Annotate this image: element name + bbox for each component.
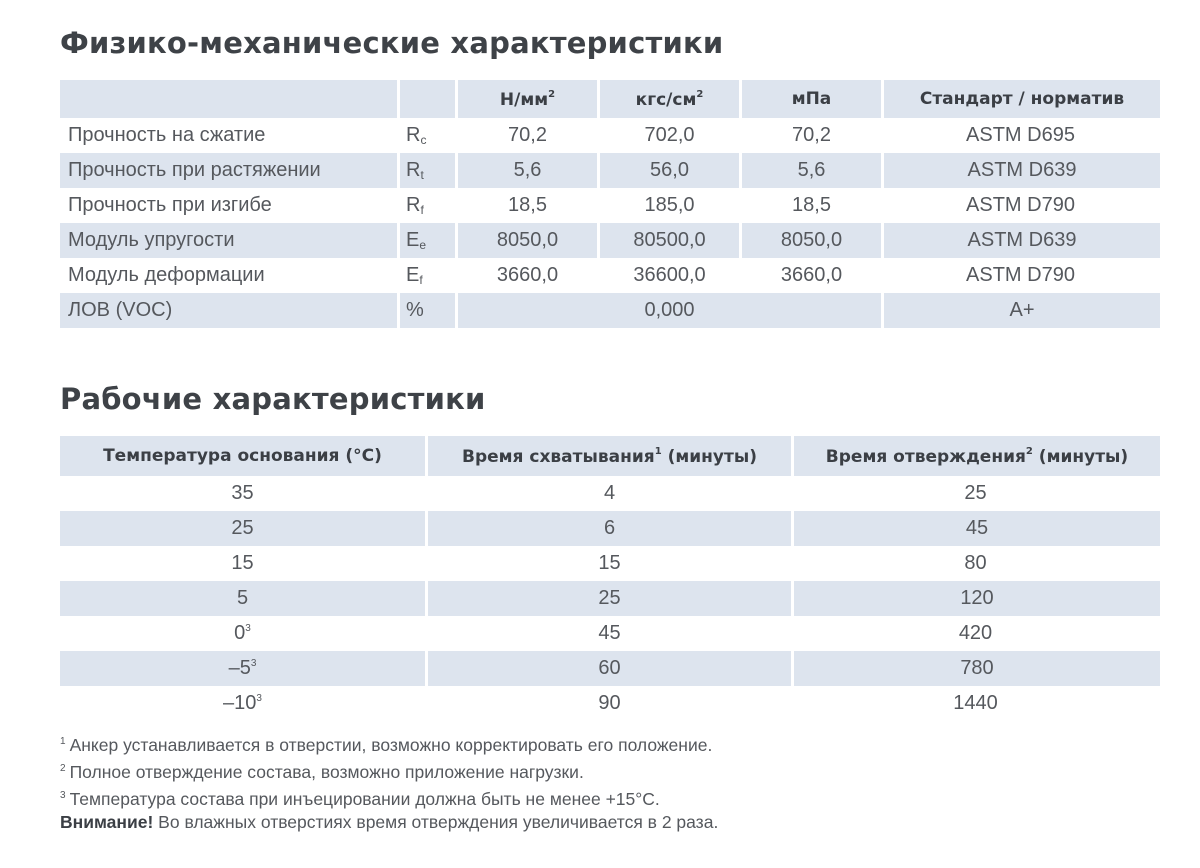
value-kgs-cm2: 185,0 xyxy=(644,194,695,216)
property-symbol: $E_e$ xyxy=(400,223,458,258)
property-name: Прочность при изгибе xyxy=(68,194,272,216)
standard: ASTM D790 xyxy=(966,194,1075,216)
curing-time: 780 xyxy=(794,651,1160,686)
substrate-temperature: 35 xyxy=(231,482,254,504)
curing-time: 25 xyxy=(964,482,987,504)
property-name: Модуль деформации xyxy=(68,264,265,286)
substrate-temperature: $0^3$ xyxy=(234,622,251,644)
table-row xyxy=(60,686,1160,721)
footnotes xyxy=(60,728,1160,836)
value-mpa: 18,5 xyxy=(792,194,831,216)
value-mpa: 70,2 xyxy=(792,124,831,146)
curing-time: 120 xyxy=(794,581,1160,616)
working-characteristics-table xyxy=(60,436,1160,721)
header-unit-n-mm2: $Н/мм^2$ xyxy=(458,80,600,118)
table-row xyxy=(60,118,1160,153)
property-name: Модуль упругости xyxy=(60,223,400,258)
header-unit-mpa: мПа xyxy=(742,80,884,118)
table-row xyxy=(60,651,1160,686)
table-row xyxy=(60,616,1160,651)
curing-time: 80 xyxy=(964,552,987,574)
physical-section-title: Физико-механические характеристики xyxy=(60,26,724,60)
table-header-row xyxy=(60,436,1160,476)
property-symbol: $R_t$ xyxy=(400,153,458,188)
warning-note: Внимание! Во влажных отверстиях время отверждения увеличивается в 2 раза. xyxy=(60,812,719,832)
table-row xyxy=(60,188,1160,223)
setting-time: 45 xyxy=(598,622,621,644)
property-name: Прочность на сжатие xyxy=(68,124,266,146)
table-row xyxy=(60,223,1160,258)
table-row-voc xyxy=(60,293,1160,328)
table-header-row xyxy=(60,80,1160,118)
voc-value: 0,000 xyxy=(458,293,884,328)
header-standard: Стандарт / норматив xyxy=(884,80,1160,118)
substrate-temperature: 25 xyxy=(60,511,428,546)
header-blank xyxy=(60,80,400,118)
value-mpa: 3660,0 xyxy=(780,264,843,286)
header-curing-time: Время отверждения$^2$ (минуты) xyxy=(794,436,1160,476)
substrate-temperature: $-5^3$ xyxy=(60,651,428,686)
value-kgs-cm2: 36600,0 xyxy=(633,264,706,286)
table-row xyxy=(60,476,1160,511)
substrate-temperature: $-10^3$ xyxy=(223,692,262,714)
warning-label: Внимание! xyxy=(60,812,154,832)
value-n-mm2: 3660,0 xyxy=(496,264,559,286)
substrate-temperature: 5 xyxy=(60,581,428,616)
header-blank xyxy=(400,80,458,118)
physical-properties-table xyxy=(60,80,1160,328)
footnote: $^3$ Температура состава при инъецировании должна быть не менее +15°C. xyxy=(60,789,660,809)
curing-time: 45 xyxy=(794,511,1160,546)
footnote: $^1$ Анкер устанавливается в отверстии, возможно корректировать его положение. xyxy=(60,735,713,755)
standard: ASTM D639 xyxy=(884,153,1160,188)
footnote: $^2$ Полное отверждение состава, возможно приложение нагрузки. xyxy=(60,762,584,782)
setting-time: 25 xyxy=(428,581,794,616)
value-n-mm2: 18,5 xyxy=(508,194,547,216)
property-symbol: $R_f$ xyxy=(406,194,424,217)
header-substrate-temperature: Температура основания (°C) xyxy=(60,436,428,476)
property-name: Прочность при растяжении xyxy=(60,153,400,188)
setting-time: 60 xyxy=(428,651,794,686)
curing-time: 420 xyxy=(958,622,993,644)
working-section-title: Рабочие характеристики xyxy=(60,382,486,416)
setting-time: 4 xyxy=(603,482,616,504)
table-row xyxy=(60,258,1160,293)
property-symbol: % xyxy=(400,293,458,328)
setting-time: 6 xyxy=(428,511,794,546)
standard: ASTM D695 xyxy=(966,124,1075,146)
value-mpa: 5,6 xyxy=(742,153,884,188)
value-n-mm2: 8050,0 xyxy=(458,223,600,258)
header-unit-kgs-cm2: кгс/$см^2$ xyxy=(600,80,742,118)
value-kgs-cm2: 56,0 xyxy=(600,153,742,188)
property-name: ЛОВ (VOC) xyxy=(60,293,400,328)
curing-time: 1440 xyxy=(953,692,998,714)
value-n-mm2: 5,6 xyxy=(458,153,600,188)
value-kgs-cm2: 80500,0 xyxy=(600,223,742,258)
value-n-mm2: 70,2 xyxy=(508,124,547,146)
property-symbol: $R_c$ xyxy=(406,124,427,147)
table-row xyxy=(60,546,1160,581)
property-symbol: $E_f$ xyxy=(406,264,423,287)
standard: ASTM D639 xyxy=(884,223,1160,258)
value-mpa: 8050,0 xyxy=(742,223,884,258)
standard: ASTM D790 xyxy=(966,264,1075,286)
setting-time: 90 xyxy=(598,692,621,714)
standard: A+ xyxy=(884,293,1160,328)
table-row xyxy=(60,511,1160,546)
table-row xyxy=(60,153,1160,188)
table-row xyxy=(60,581,1160,616)
header-setting-time: Время схватывания$^1$ (минуты) xyxy=(428,436,794,476)
setting-time: 15 xyxy=(598,552,621,574)
value-kgs-cm2: 702,0 xyxy=(644,124,695,146)
substrate-temperature: 15 xyxy=(231,552,254,574)
